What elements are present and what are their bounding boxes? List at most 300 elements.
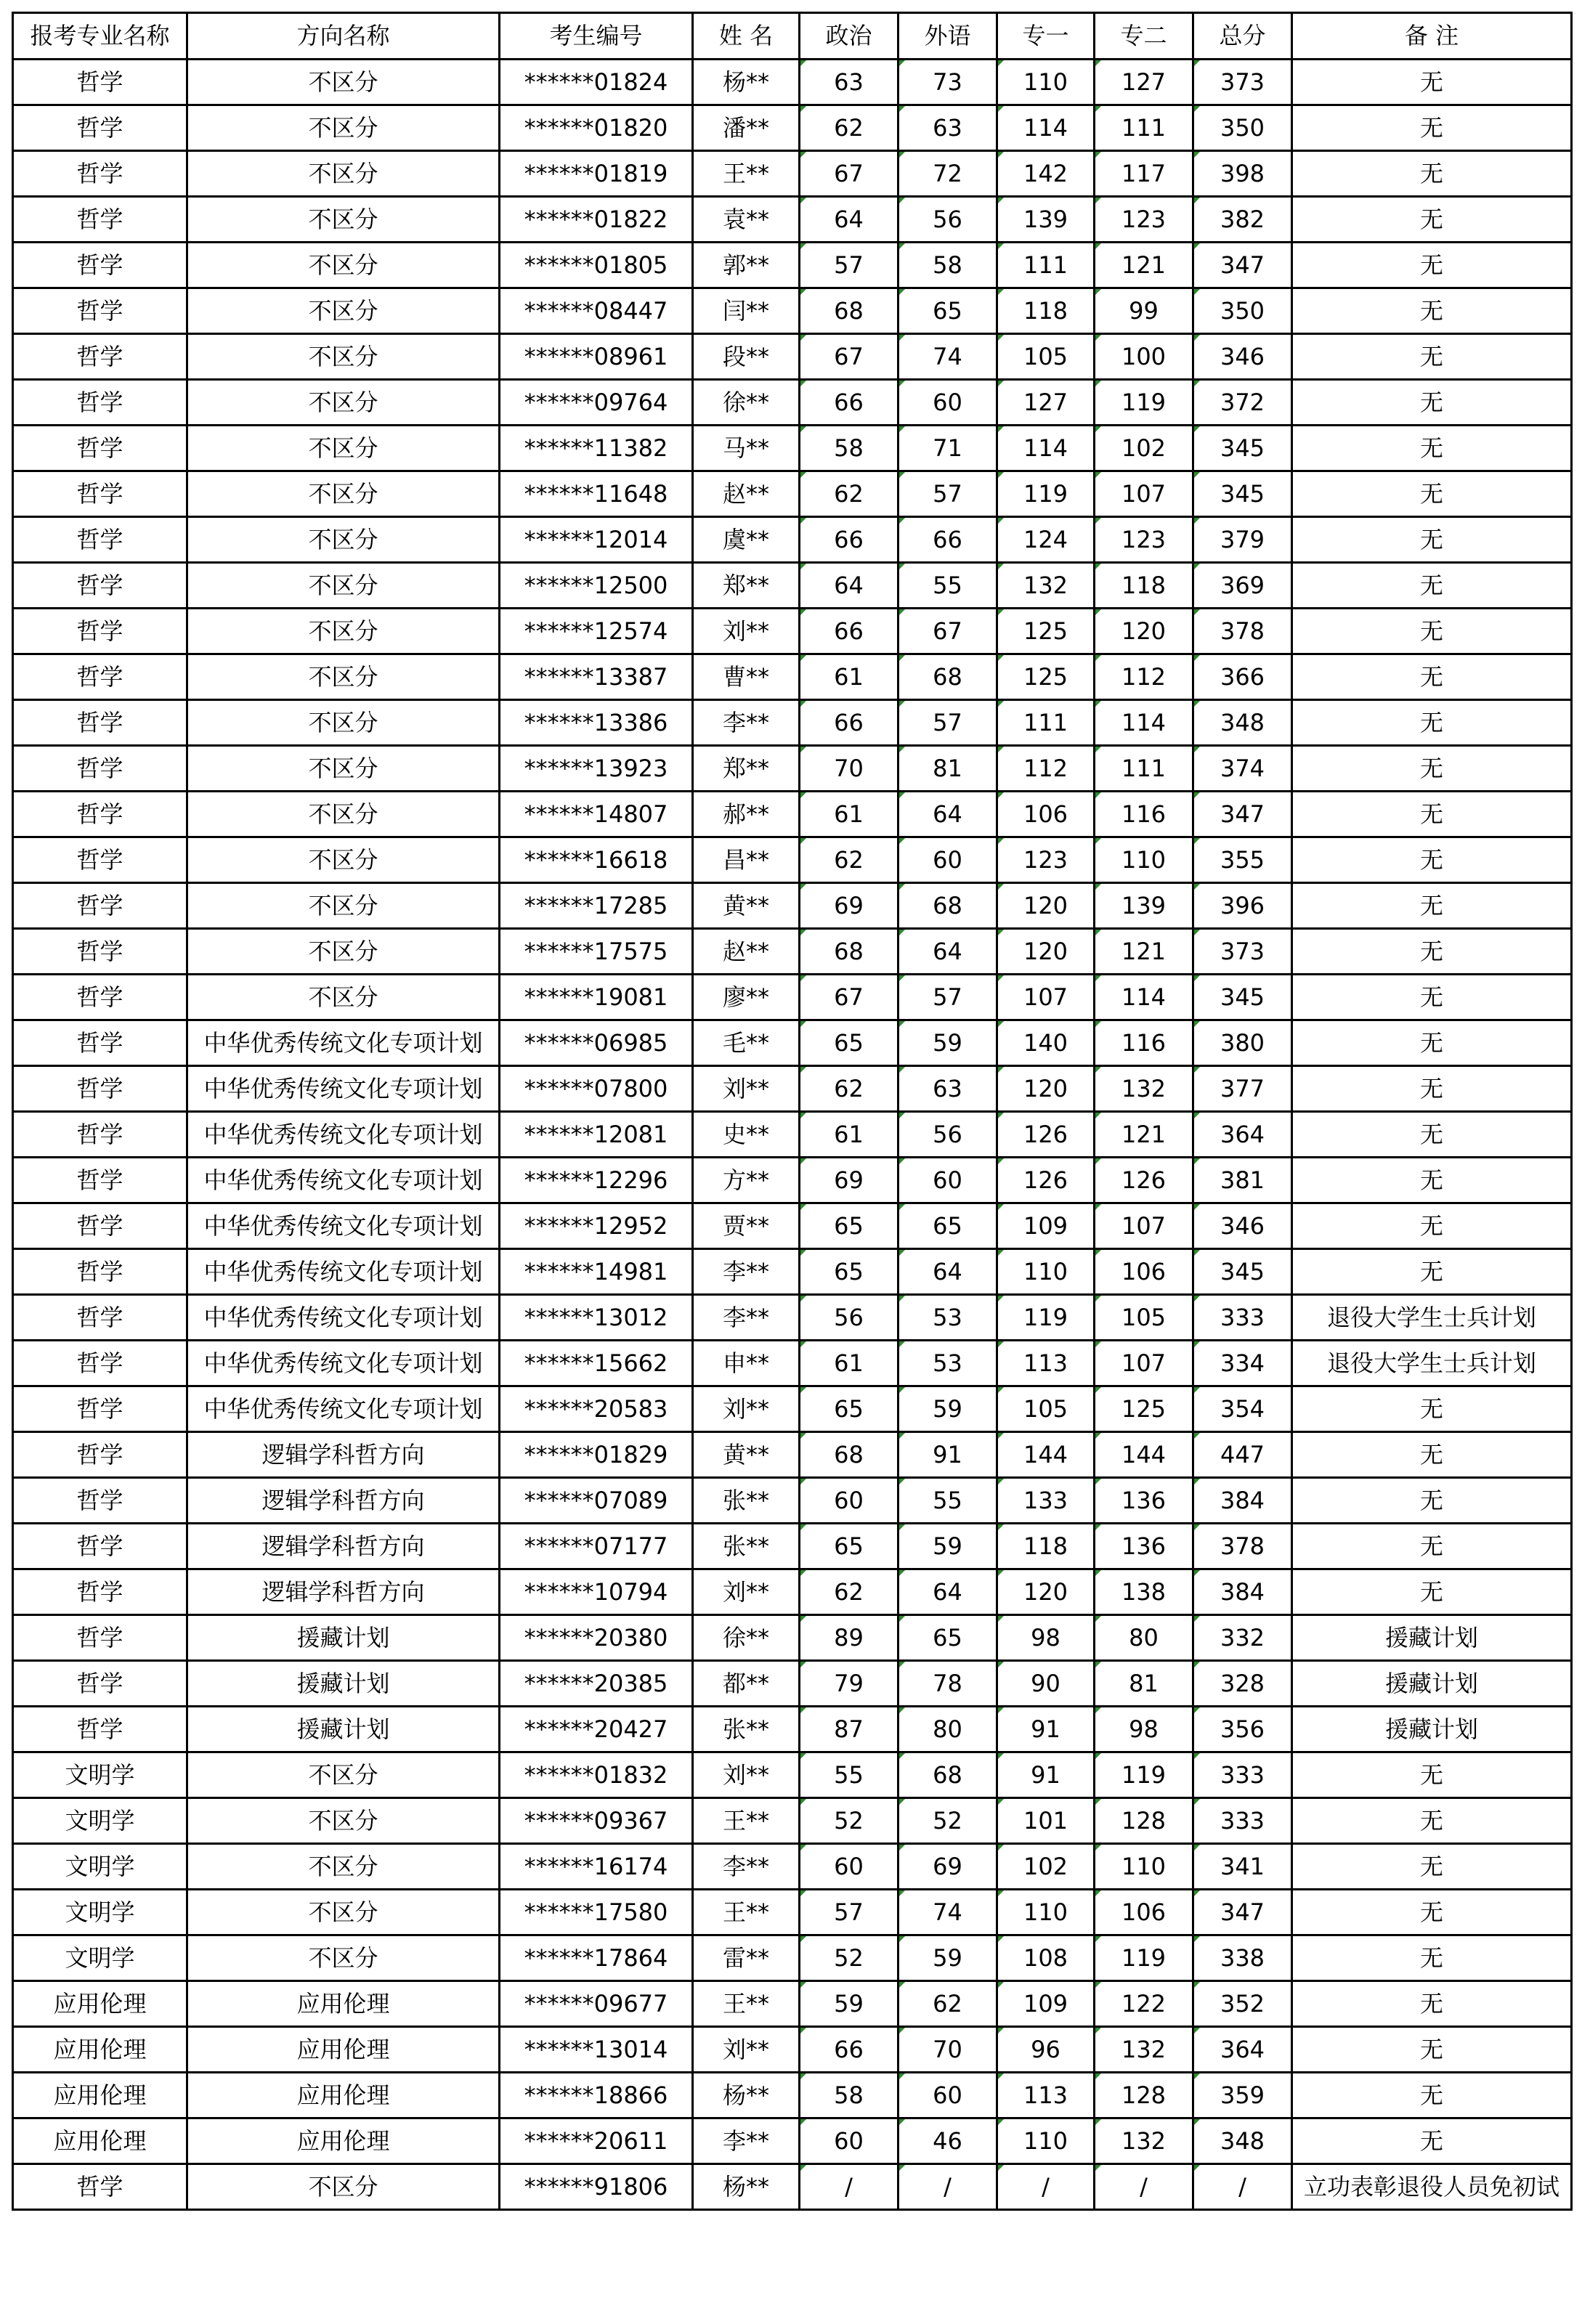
table-row <box>13 2118 1572 2164</box>
cell-foreign-language: 60 <box>899 837 997 883</box>
cell-candidate-id: ******12081 <box>500 1112 693 1158</box>
cell-name: 马** <box>693 426 800 471</box>
cell-politics: 65 <box>800 1249 899 1295</box>
cell-foreign-language: 65 <box>899 1203 997 1249</box>
cell-remarks: 无 <box>1292 563 1572 609</box>
admission-score-table <box>12 12 1573 2211</box>
cell-major: 哲学 <box>13 700 187 746</box>
cell-politics: 52 <box>800 1798 899 1844</box>
cell-subject-two: 116 <box>1095 792 1193 837</box>
cell-foreign-language: 81 <box>899 746 997 792</box>
table-row <box>13 1341 1572 1386</box>
header-direction: 方向名称 <box>187 13 500 60</box>
cell-subject-one: 123 <box>997 837 1095 883</box>
table-row <box>13 380 1572 426</box>
cell-total: 328 <box>1193 1661 1292 1707</box>
cell-remarks: 无 <box>1292 792 1572 837</box>
cell-subject-one: 142 <box>997 151 1095 197</box>
cell-direction: 中华优秀传统文化专项计划 <box>187 1158 500 1203</box>
cell-politics: 57 <box>800 1890 899 1935</box>
cell-remarks: 无 <box>1292 1524 1572 1569</box>
cell-foreign-language: 68 <box>899 1752 997 1798</box>
cell-remarks: 无 <box>1292 883 1572 929</box>
cell-total: 346 <box>1193 334 1292 380</box>
cell-total: 352 <box>1193 1981 1292 2027</box>
cell-politics: 64 <box>800 563 899 609</box>
cell-subject-two: 98 <box>1095 1707 1193 1752</box>
cell-total: 380 <box>1193 1020 1292 1066</box>
cell-major: 哲学 <box>13 426 187 471</box>
cell-candidate-id: ******11382 <box>500 426 693 471</box>
cell-major: 哲学 <box>13 1066 187 1112</box>
cell-candidate-id: ******20583 <box>500 1386 693 1432</box>
cell-foreign-language: 60 <box>899 2073 997 2118</box>
cell-subject-one: 105 <box>997 334 1095 380</box>
cell-subject-two: 138 <box>1095 1569 1193 1615</box>
cell-candidate-id: ******13012 <box>500 1295 693 1341</box>
cell-remarks: 退役大学生士兵计划 <box>1292 1295 1572 1341</box>
cell-remarks: 无 <box>1292 975 1572 1020</box>
cell-candidate-id: ******07089 <box>500 1478 693 1524</box>
cell-name: 袁** <box>693 197 800 243</box>
cell-major: 哲学 <box>13 1295 187 1341</box>
cell-subject-one: 118 <box>997 1524 1095 1569</box>
cell-direction: 不区分 <box>187 197 500 243</box>
cell-name: 赵** <box>693 471 800 517</box>
cell-politics: 79 <box>800 1661 899 1707</box>
cell-candidate-id: ******20385 <box>500 1661 693 1707</box>
cell-remarks: 无 <box>1292 700 1572 746</box>
cell-subject-one: 91 <box>997 1752 1095 1798</box>
cell-subject-two: 116 <box>1095 1020 1193 1066</box>
cell-foreign-language: 65 <box>899 1615 997 1661</box>
cell-politics: 68 <box>800 1432 899 1478</box>
cell-remarks: 援藏计划 <box>1292 1615 1572 1661</box>
cell-name: 徐** <box>693 380 800 426</box>
cell-major: 哲学 <box>13 334 187 380</box>
cell-subject-two: 144 <box>1095 1432 1193 1478</box>
cell-candidate-id: ******01832 <box>500 1752 693 1798</box>
cell-subject-one: 125 <box>997 609 1095 654</box>
cell-direction: 不区分 <box>187 1935 500 1981</box>
cell-foreign-language: 66 <box>899 517 997 563</box>
table-row <box>13 563 1572 609</box>
cell-name: 王** <box>693 1890 800 1935</box>
cell-candidate-id: ******13014 <box>500 2027 693 2073</box>
cell-subject-one: 110 <box>997 1249 1095 1295</box>
table-row <box>13 197 1572 243</box>
cell-total: / <box>1193 2164 1292 2210</box>
cell-foreign-language: 91 <box>899 1432 997 1478</box>
cell-subject-two: 119 <box>1095 1752 1193 1798</box>
cell-subject-two: 126 <box>1095 1158 1193 1203</box>
cell-politics: 61 <box>800 1341 899 1386</box>
cell-remarks: 无 <box>1292 60 1572 105</box>
cell-name: 廖** <box>693 975 800 1020</box>
cell-foreign-language: 64 <box>899 929 997 975</box>
cell-foreign-language: 68 <box>899 654 997 700</box>
cell-total: 374 <box>1193 746 1292 792</box>
cell-candidate-id: ******01822 <box>500 197 693 243</box>
cell-major: 哲学 <box>13 883 187 929</box>
table-row <box>13 1707 1572 1752</box>
cell-major: 哲学 <box>13 151 187 197</box>
cell-major: 哲学 <box>13 746 187 792</box>
cell-major: 哲学 <box>13 380 187 426</box>
cell-name: 都** <box>693 1661 800 1707</box>
cell-direction: 不区分 <box>187 1752 500 1798</box>
cell-name: 郝** <box>693 792 800 837</box>
cell-foreign-language: 65 <box>899 288 997 334</box>
cell-major: 哲学 <box>13 837 187 883</box>
cell-subject-one: 120 <box>997 1066 1095 1112</box>
cell-major: 哲学 <box>13 975 187 1020</box>
cell-subject-one: 107 <box>997 975 1095 1020</box>
table-row <box>13 883 1572 929</box>
cell-total: 348 <box>1193 2118 1292 2164</box>
cell-subject-two: 118 <box>1095 563 1193 609</box>
cell-name: 张** <box>693 1707 800 1752</box>
table-row <box>13 1615 1572 1661</box>
table-row <box>13 288 1572 334</box>
cell-direction: 不区分 <box>187 2164 500 2210</box>
cell-major: 哲学 <box>13 60 187 105</box>
cell-politics: 58 <box>800 2073 899 2118</box>
table-row <box>13 654 1572 700</box>
cell-total: 345 <box>1193 975 1292 1020</box>
cell-direction: 不区分 <box>187 334 500 380</box>
cell-major: 哲学 <box>13 197 187 243</box>
cell-total: 350 <box>1193 288 1292 334</box>
cell-candidate-id: ******14981 <box>500 1249 693 1295</box>
cell-subject-one: 125 <box>997 654 1095 700</box>
table-row <box>13 746 1572 792</box>
cell-remarks: 无 <box>1292 1890 1572 1935</box>
cell-subject-two: 106 <box>1095 1890 1193 1935</box>
header-candidate-id: 考生编号 <box>500 13 693 60</box>
cell-name: 曹** <box>693 654 800 700</box>
cell-candidate-id: ******16618 <box>500 837 693 883</box>
cell-foreign-language: 55 <box>899 563 997 609</box>
table-row <box>13 1020 1572 1066</box>
table-row <box>13 929 1572 975</box>
cell-direction: 不区分 <box>187 975 500 1020</box>
cell-total: 333 <box>1193 1295 1292 1341</box>
cell-total: 350 <box>1193 105 1292 151</box>
table-row <box>13 151 1572 197</box>
header-name: 姓 名 <box>693 13 800 60</box>
cell-remarks: 无 <box>1292 1432 1572 1478</box>
cell-total: 355 <box>1193 837 1292 883</box>
cell-candidate-id: ******13923 <box>500 746 693 792</box>
header-row <box>13 13 1572 60</box>
cell-total: 332 <box>1193 1615 1292 1661</box>
cell-major: 哲学 <box>13 929 187 975</box>
cell-major: 哲学 <box>13 243 187 288</box>
cell-subject-one: 126 <box>997 1112 1095 1158</box>
cell-subject-two: 121 <box>1095 1112 1193 1158</box>
cell-politics: 65 <box>800 1524 899 1569</box>
cell-name: 潘** <box>693 105 800 151</box>
cell-subject-two: 110 <box>1095 837 1193 883</box>
cell-remarks: 无 <box>1292 1478 1572 1524</box>
cell-direction: 中华优秀传统文化专项计划 <box>187 1341 500 1386</box>
cell-foreign-language: 67 <box>899 609 997 654</box>
cell-subject-one: 113 <box>997 2073 1095 2118</box>
cell-total: 356 <box>1193 1707 1292 1752</box>
cell-direction: 中华优秀传统文化专项计划 <box>187 1203 500 1249</box>
cell-candidate-id: ******06985 <box>500 1020 693 1066</box>
cell-major: 哲学 <box>13 1707 187 1752</box>
cell-major: 哲学 <box>13 1020 187 1066</box>
header-total: 总分 <box>1193 13 1292 60</box>
cell-major: 哲学 <box>13 1569 187 1615</box>
header-subject-two: 专二 <box>1095 13 1193 60</box>
cell-major: 哲学 <box>13 792 187 837</box>
cell-total: 347 <box>1193 792 1292 837</box>
cell-subject-two: 100 <box>1095 334 1193 380</box>
cell-subject-one: 120 <box>997 929 1095 975</box>
cell-remarks: 无 <box>1292 2073 1572 2118</box>
header-foreign-language: 外语 <box>899 13 997 60</box>
cell-total: 384 <box>1193 1478 1292 1524</box>
cell-subject-one: 132 <box>997 563 1095 609</box>
cell-politics: 58 <box>800 426 899 471</box>
cell-politics: 62 <box>800 105 899 151</box>
cell-total: 334 <box>1193 1341 1292 1386</box>
table-row <box>13 426 1572 471</box>
cell-subject-two: 120 <box>1095 609 1193 654</box>
cell-subject-two: 105 <box>1095 1295 1193 1341</box>
cell-foreign-language: 57 <box>899 975 997 1020</box>
cell-remarks: 无 <box>1292 1844 1572 1890</box>
cell-subject-two: 132 <box>1095 1066 1193 1112</box>
cell-candidate-id: ******01819 <box>500 151 693 197</box>
cell-direction: 不区分 <box>187 151 500 197</box>
cell-politics: 66 <box>800 2027 899 2073</box>
cell-direction: 不区分 <box>187 105 500 151</box>
cell-subject-two: 121 <box>1095 243 1193 288</box>
cell-major: 哲学 <box>13 563 187 609</box>
cell-name: 贾** <box>693 1203 800 1249</box>
cell-direction: 逻辑学科哲方向 <box>187 1569 500 1615</box>
cell-candidate-id: ******13387 <box>500 654 693 700</box>
cell-remarks: 无 <box>1292 334 1572 380</box>
cell-politics: 66 <box>800 380 899 426</box>
cell-name: 杨** <box>693 2164 800 2210</box>
cell-remarks: 无 <box>1292 517 1572 563</box>
cell-subject-one: 91 <box>997 1707 1095 1752</box>
cell-subject-one: 144 <box>997 1432 1095 1478</box>
cell-subject-one: 119 <box>997 1295 1095 1341</box>
cell-subject-two: 128 <box>1095 1798 1193 1844</box>
cell-candidate-id: ******01829 <box>500 1432 693 1478</box>
cell-major: 文明学 <box>13 1890 187 1935</box>
cell-remarks: 无 <box>1292 654 1572 700</box>
cell-subject-one: 110 <box>997 60 1095 105</box>
cell-major: 哲学 <box>13 654 187 700</box>
cell-subject-one: 105 <box>997 1386 1095 1432</box>
cell-candidate-id: ******07177 <box>500 1524 693 1569</box>
cell-direction: 不区分 <box>187 1798 500 1844</box>
cell-major: 哲学 <box>13 105 187 151</box>
cell-name: 黄** <box>693 1432 800 1478</box>
table-row <box>13 1798 1572 1844</box>
cell-subject-one: 140 <box>997 1020 1095 1066</box>
cell-remarks: 无 <box>1292 1020 1572 1066</box>
cell-subject-one: 109 <box>997 1981 1095 2027</box>
cell-politics: 70 <box>800 746 899 792</box>
cell-remarks: 无 <box>1292 2027 1572 2073</box>
cell-candidate-id: ******12014 <box>500 517 693 563</box>
cell-candidate-id: ******20427 <box>500 1707 693 1752</box>
cell-name: 杨** <box>693 2073 800 2118</box>
cell-subject-one: 106 <box>997 792 1095 837</box>
cell-remarks: 无 <box>1292 1203 1572 1249</box>
cell-total: 348 <box>1193 700 1292 746</box>
cell-direction: 应用伦理 <box>187 2073 500 2118</box>
cell-name: 方** <box>693 1158 800 1203</box>
cell-foreign-language: 64 <box>899 1569 997 1615</box>
cell-total: 345 <box>1193 471 1292 517</box>
cell-remarks: 无 <box>1292 197 1572 243</box>
cell-major: 文明学 <box>13 1935 187 1981</box>
cell-subject-two: 102 <box>1095 426 1193 471</box>
cell-politics: 60 <box>800 1844 899 1890</box>
cell-major: 文明学 <box>13 1798 187 1844</box>
cell-direction: 不区分 <box>187 380 500 426</box>
cell-politics: 61 <box>800 792 899 837</box>
cell-name: 李** <box>693 1844 800 1890</box>
header-major: 报考专业名称 <box>13 13 187 60</box>
cell-name: 刘** <box>693 2027 800 2073</box>
cell-subject-two: 136 <box>1095 1524 1193 1569</box>
cell-foreign-language: 59 <box>899 1524 997 1569</box>
cell-subject-one: 96 <box>997 2027 1095 2073</box>
cell-politics: 55 <box>800 1752 899 1798</box>
cell-total: 396 <box>1193 883 1292 929</box>
cell-direction: 不区分 <box>187 1890 500 1935</box>
header-subject-one: 专一 <box>997 13 1095 60</box>
cell-total: 382 <box>1193 197 1292 243</box>
cell-subject-two: 99 <box>1095 288 1193 334</box>
cell-politics: 62 <box>800 1569 899 1615</box>
cell-politics: / <box>800 2164 899 2210</box>
cell-politics: 59 <box>800 1981 899 2027</box>
cell-total: 341 <box>1193 1844 1292 1890</box>
cell-direction: 援藏计划 <box>187 1707 500 1752</box>
cell-candidate-id: ******91806 <box>500 2164 693 2210</box>
cell-subject-two: / <box>1095 2164 1193 2210</box>
cell-politics: 62 <box>800 471 899 517</box>
cell-total: 398 <box>1193 151 1292 197</box>
cell-remarks: 无 <box>1292 243 1572 288</box>
table-row <box>13 60 1572 105</box>
cell-name: 虞** <box>693 517 800 563</box>
cell-subject-one: 114 <box>997 105 1095 151</box>
table-row <box>13 1935 1572 1981</box>
table-row <box>13 1661 1572 1707</box>
cell-major: 应用伦理 <box>13 2027 187 2073</box>
cell-foreign-language: 74 <box>899 1890 997 1935</box>
table-row <box>13 1158 1572 1203</box>
cell-major: 哲学 <box>13 471 187 517</box>
cell-candidate-id: ******09764 <box>500 380 693 426</box>
cell-name: 段** <box>693 334 800 380</box>
table-row <box>13 334 1572 380</box>
cell-foreign-language: 46 <box>899 2118 997 2164</box>
cell-politics: 68 <box>800 929 899 975</box>
cell-politics: 69 <box>800 1158 899 1203</box>
cell-candidate-id: ******09367 <box>500 1798 693 1844</box>
cell-name: 史** <box>693 1112 800 1158</box>
cell-name: 李** <box>693 1249 800 1295</box>
cell-candidate-id: ******01824 <box>500 60 693 105</box>
cell-direction: 应用伦理 <box>187 1981 500 2027</box>
cell-major: 哲学 <box>13 1478 187 1524</box>
cell-direction: 不区分 <box>187 654 500 700</box>
table-row <box>13 1478 1572 1524</box>
cell-total: 369 <box>1193 563 1292 609</box>
cell-direction: 逻辑学科哲方向 <box>187 1524 500 1569</box>
cell-subject-two: 132 <box>1095 2027 1193 2073</box>
cell-politics: 67 <box>800 975 899 1020</box>
cell-direction: 不区分 <box>187 563 500 609</box>
cell-direction: 中华优秀传统文化专项计划 <box>187 1066 500 1112</box>
cell-name: 刘** <box>693 1386 800 1432</box>
cell-direction: 中华优秀传统文化专项计划 <box>187 1249 500 1295</box>
cell-subject-one: 109 <box>997 1203 1095 1249</box>
table-row <box>13 1432 1572 1478</box>
cell-foreign-language: 56 <box>899 1112 997 1158</box>
cell-candidate-id: ******01805 <box>500 243 693 288</box>
cell-major: 哲学 <box>13 517 187 563</box>
cell-remarks: 无 <box>1292 1752 1572 1798</box>
cell-subject-one: 113 <box>997 1341 1095 1386</box>
cell-total: 345 <box>1193 1249 1292 1295</box>
cell-foreign-language: 62 <box>899 1981 997 2027</box>
cell-subject-one: 118 <box>997 288 1095 334</box>
cell-politics: 68 <box>800 288 899 334</box>
cell-total: 366 <box>1193 654 1292 700</box>
cell-remarks: 无 <box>1292 2118 1572 2164</box>
cell-major: 哲学 <box>13 2164 187 2210</box>
cell-politics: 66 <box>800 609 899 654</box>
cell-total: 338 <box>1193 1935 1292 1981</box>
cell-foreign-language: 70 <box>899 2027 997 2073</box>
cell-direction: 不区分 <box>187 746 500 792</box>
cell-politics: 87 <box>800 1707 899 1752</box>
cell-name: 郭** <box>693 243 800 288</box>
cell-total: 354 <box>1193 1386 1292 1432</box>
table-row <box>13 243 1572 288</box>
cell-direction: 中华优秀传统文化专项计划 <box>187 1386 500 1432</box>
cell-name: 申** <box>693 1341 800 1386</box>
cell-politics: 62 <box>800 1066 899 1112</box>
cell-remarks: 无 <box>1292 837 1572 883</box>
cell-subject-two: 111 <box>1095 105 1193 151</box>
cell-foreign-language: 59 <box>899 1386 997 1432</box>
cell-candidate-id: ******16174 <box>500 1844 693 1890</box>
cell-direction: 中华优秀传统文化专项计划 <box>187 1112 500 1158</box>
cell-politics: 66 <box>800 517 899 563</box>
cell-subject-two: 125 <box>1095 1386 1193 1432</box>
cell-foreign-language: 53 <box>899 1295 997 1341</box>
cell-direction: 不区分 <box>187 700 500 746</box>
cell-subject-one: 119 <box>997 471 1095 517</box>
cell-politics: 65 <box>800 1203 899 1249</box>
cell-remarks: 无 <box>1292 746 1572 792</box>
